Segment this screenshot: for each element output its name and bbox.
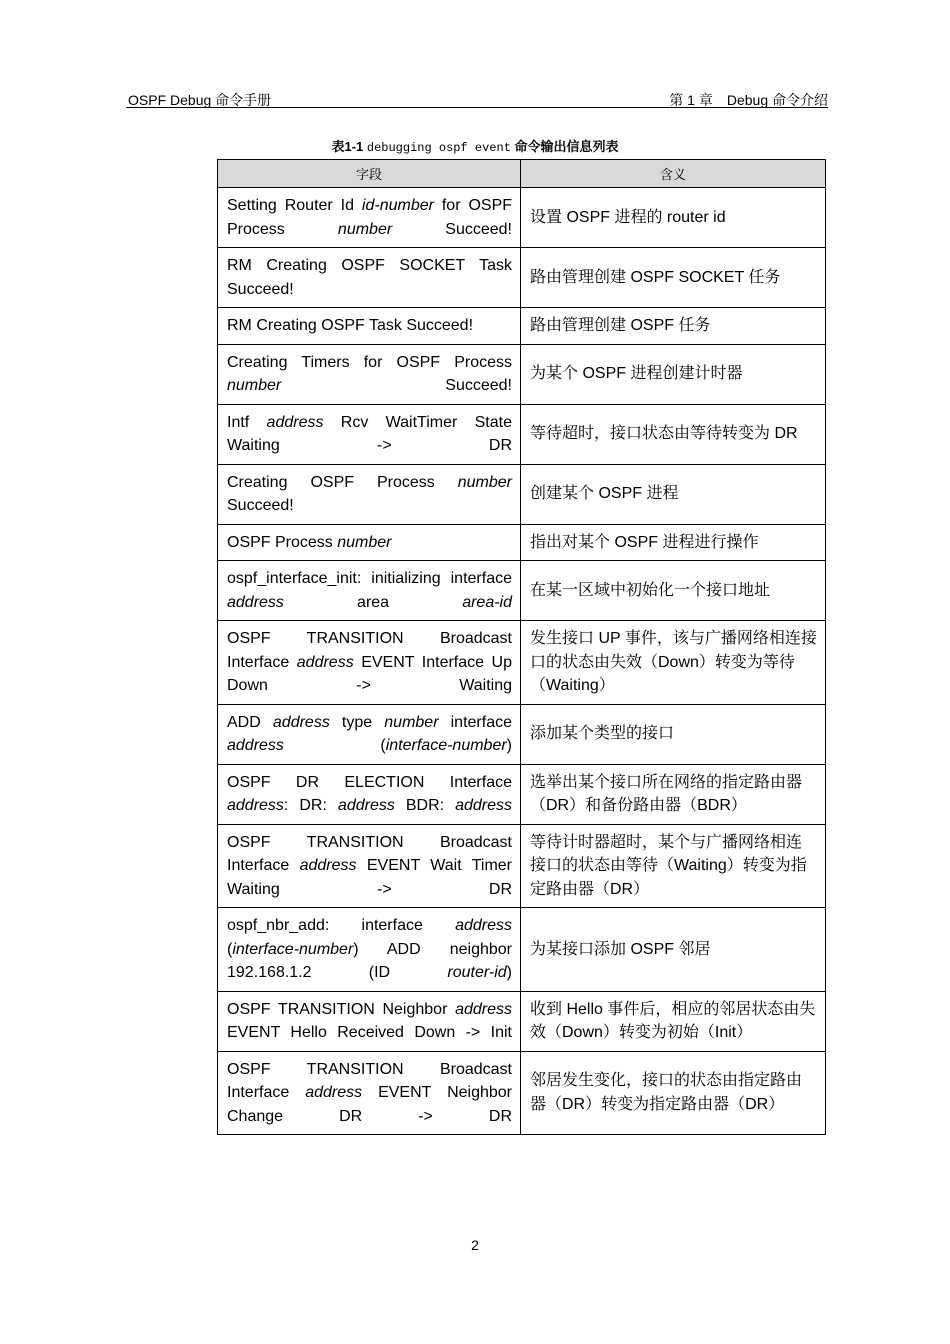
field-text: : DR: — [283, 797, 338, 814]
table-row — [218, 404, 826, 464]
field-text: OSPF TRANSITION Broadcast Interface — [227, 630, 512, 671]
table-row — [218, 704, 826, 764]
field-cell — [218, 1051, 521, 1135]
meaning-cell: 等待超时，接口状态由等待转变为 DR — [521, 404, 826, 464]
field-text: Succeed! — [392, 220, 512, 238]
field-cell — [218, 704, 521, 764]
table-row — [218, 464, 826, 524]
field-text: ) — [506, 964, 512, 981]
meaning-cell: 路由管理创建 OSPF SOCKET 任务 — [521, 248, 826, 308]
field-text: Rcv WaitTimer State Waiting -> DR — [227, 413, 512, 454]
column-header-field: 字段 — [218, 160, 521, 188]
field-text: Creating OSPF Process — [227, 473, 458, 491]
field-text: ( — [227, 940, 233, 958]
field-param: address — [455, 1000, 512, 1018]
field-cell — [218, 188, 521, 248]
field-text: OSPF DR ELECTION Interface — [227, 773, 512, 791]
table-row — [218, 561, 826, 621]
table-row — [218, 248, 826, 308]
meaning-cell: 为某个 OSPF 进程创建计时器 — [521, 344, 826, 404]
field-text: for OSPF Process — [227, 197, 513, 238]
field-param: interface-number — [232, 940, 354, 958]
field-cell — [218, 991, 521, 1051]
field-text: ) — [506, 737, 512, 754]
debug-output-table — [217, 159, 826, 1135]
field-text: Succeed! — [227, 497, 294, 514]
field-param: address — [299, 857, 357, 874]
meaning-cell: 为某接口添加 OSPF 邻居 — [521, 908, 826, 992]
field-param: address — [455, 797, 512, 814]
field-param: number — [384, 713, 439, 731]
field-text: EVENT Interface Up Down -> Waiting — [227, 653, 513, 694]
table-row — [218, 824, 826, 908]
field-text: OSPF Process — [227, 533, 338, 551]
field-text: type — [329, 713, 385, 731]
field-text: Setting Router Id — [227, 197, 362, 214]
field-text: BDR: — [394, 797, 456, 814]
field-text: OSPF TRANSITION Neighbor — [227, 1000, 456, 1018]
column-header-meaning: 含义 — [521, 160, 826, 188]
caption-suffix: 命令输出信息列表 — [510, 139, 619, 154]
table-row — [218, 908, 826, 992]
meaning-cell: 设置 OSPF 进程的 router id — [521, 188, 826, 248]
field-param: address — [227, 737, 284, 754]
field-param: address — [227, 593, 284, 611]
field-cell — [218, 308, 521, 345]
field-text: ospf_interface_init: initializing interface — [227, 570, 512, 587]
field-text: EVENT Wait Timer Waiting -> DR — [227, 857, 513, 898]
table-caption — [0, 136, 950, 155]
table-row — [218, 524, 826, 561]
field-param: address — [296, 653, 354, 671]
field-cell — [218, 561, 521, 621]
table-header-row — [218, 160, 826, 188]
field-text: RM Creating OSPF Task Succeed! — [227, 317, 474, 334]
table-body — [218, 188, 826, 1135]
header-divider — [126, 107, 828, 108]
field-param: number — [337, 533, 392, 551]
field-text: Creating Timers for OSPF Process — [227, 353, 512, 371]
field-cell — [218, 764, 521, 824]
meaning-cell: 选举出某个接口所在网络的指定路由器（DR）和备份路由器（BDR） — [521, 764, 826, 824]
field-text: ( — [283, 737, 386, 754]
field-param: number — [227, 377, 282, 394]
table-row — [218, 1051, 826, 1135]
field-param: id-number — [361, 197, 434, 214]
field-cell — [218, 824, 521, 908]
field-text: interface — [438, 713, 512, 731]
meaning-cell: 收到 Hello 事件后，相应的邻居状态由失效（Down）转变为初始（Init） — [521, 991, 826, 1051]
table-row — [218, 764, 826, 824]
field-text: area — [283, 593, 463, 611]
field-param: number — [337, 220, 393, 238]
field-cell — [218, 621, 521, 705]
field-param: address — [266, 413, 324, 431]
field-cell — [218, 908, 521, 992]
field-param: area-id — [462, 593, 512, 611]
page-number: 2 — [471, 1237, 479, 1253]
meaning-cell: 等待计时器超时，某个与广播网络相连接口的状态由等待（Waiting）转变为指定路由器（DR） — [521, 824, 826, 908]
field-cell — [218, 524, 521, 561]
header-manual-title: OSPF Debug 命令手册 — [128, 92, 272, 108]
field-text: ADD — [227, 713, 273, 731]
field-param: address — [455, 917, 512, 934]
field-cell — [218, 404, 521, 464]
field-text: OSPF TRANSITION Broadcast Interface — [227, 1060, 512, 1101]
table-row — [218, 621, 826, 705]
meaning-cell: 邻居发生变化，接口的状态由指定路由器（DR）转变为指定路由器（DR） — [521, 1051, 826, 1135]
meaning-cell: 创建某个 OSPF 进程 — [521, 464, 826, 524]
field-param: address — [305, 1084, 363, 1101]
field-cell — [218, 344, 521, 404]
caption-command: debugging ospf event — [366, 141, 511, 155]
field-param: interface-number — [385, 737, 507, 754]
meaning-cell: 指出对某个 OSPF 进程进行操作 — [521, 524, 826, 561]
field-text: OSPF TRANSITION Broadcast Interface — [227, 833, 512, 874]
field-text: ospf_nbr_add: interface — [227, 917, 456, 934]
header-chapter-title: 第 1 章 Debug 命令介绍 — [669, 92, 828, 108]
meaning-cell: 添加某个类型的接口 — [521, 704, 826, 764]
field-text: Intf — [227, 413, 267, 431]
caption-prefix: 表1-1 — [331, 139, 367, 154]
field-text: Succeed! — [281, 377, 512, 394]
field-cell — [218, 464, 521, 524]
field-param: number — [457, 473, 512, 491]
meaning-cell: 发生接口 UP 事件，该与广播网络相连接口的状态由失效（Down）转变为等待（Waiting） — [521, 621, 826, 705]
field-param: address — [227, 797, 284, 814]
meaning-cell: 路由管理创建 OSPF 任务 — [521, 308, 826, 345]
table-row — [218, 344, 826, 404]
field-param: address — [272, 713, 330, 731]
field-text: EVENT Neighbor Change DR -> DR — [227, 1084, 512, 1125]
table-row — [218, 308, 826, 345]
meaning-cell: 在某一区域中初始化一个接口地址 — [521, 561, 826, 621]
table-row — [218, 991, 826, 1051]
table-row — [218, 188, 826, 248]
field-cell — [218, 248, 521, 308]
field-text: ) ADD neighbor 192.168.1.2 (ID — [227, 940, 512, 981]
field-text: RM Creating OSPF SOCKET Task Succeed! — [227, 257, 512, 298]
field-text: EVENT Hello Received Down -> Init — [227, 1024, 512, 1041]
field-param: router-id — [447, 964, 507, 981]
field-param: address — [337, 797, 395, 814]
